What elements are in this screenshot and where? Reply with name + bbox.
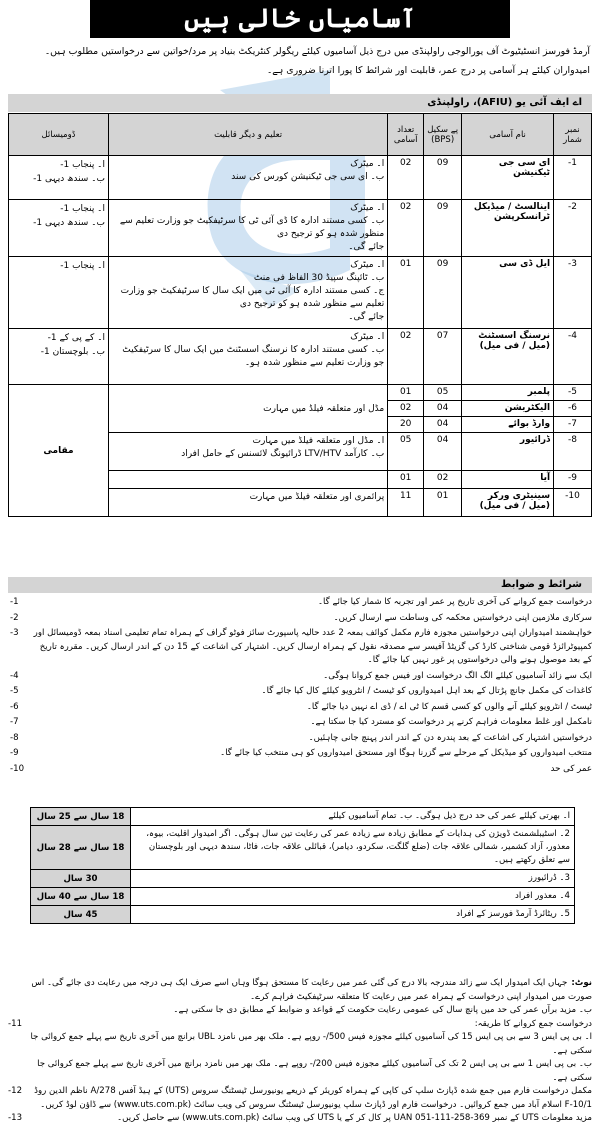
cell-serial: 3-: [554, 257, 592, 329]
cell-serial: 6-: [554, 401, 592, 417]
cell-bps: 04: [424, 417, 462, 433]
note-item: [8, 1112, 592, 1126]
header-serial: نمبر شمار: [554, 114, 592, 156]
term-text: سرکاری ملازمین اپنی درخواستیں محکمہ کی وساطت سے ارسال کریں۔: [333, 612, 592, 623]
age-limit-value: 18 سال سے 28 سال: [31, 826, 131, 870]
note-body: ب۔ بی پی ایس 1 سے بی پی ایس 2 تک کی آسامیوں کیلئے مجوزہ فیس 200/- روپے ہے۔ ملک بھر میں نامزد برانچ میں آخری تاریخ سے پہلے جمع کروائی جا سکتی ہے۔: [37, 1059, 592, 1083]
cell-count: 01: [388, 471, 424, 489]
note-number: [8, 1058, 30, 1085]
cell-post: پلمبر: [462, 385, 554, 401]
qualification-line: ب۔ ٹائپنگ سپیڈ 30 الفاظ فی منٹ: [253, 273, 385, 283]
qualification-line: پرائمری اور متعلقہ فیلڈ میں مہارت: [249, 492, 385, 502]
cell-post: آیا: [462, 471, 554, 489]
note-body: ا۔ بی پی ایس 3 سے بی پی ایس 15 کی آسامیوں کیلئے مجوزہ فیس 500/- روپے ہے۔ ملک بھر میں نامزد UBL برانچ میں آخری تاریخ سے پہلے جمع کروائی جا سکتی ہے۔: [30, 1032, 592, 1056]
notes-list: [8, 977, 592, 1126]
domicile-line: ب۔ بلوچستان 1-: [40, 347, 105, 357]
term-item: [8, 685, 592, 699]
cell-serial: 10-: [554, 489, 592, 517]
term-text: درخواست جمع کروانے کی آخری تاریخ پر عمر اور تجربہ کا شمار کیا جائے گا۔: [318, 597, 592, 607]
note-text: [30, 1018, 592, 1032]
term-number: -4: [10, 670, 19, 681]
header-count: تعداد آسامی: [388, 114, 424, 156]
cell-bps: 09: [424, 257, 462, 329]
cell-count: 11: [388, 489, 424, 517]
qualification-line: ا۔ میٹرک: [350, 159, 385, 169]
note-text: [30, 1085, 592, 1112]
cell-bps: 04: [424, 433, 462, 471]
note-item: [8, 977, 592, 1004]
note-text: [30, 1112, 592, 1126]
cell-serial: 1-: [554, 156, 592, 200]
term-text: نامکمل اور غلط معلومات فراہم کرنے پر درخواست کو مسترد کیا جا سکتا ہے۔: [310, 717, 592, 727]
cell-qualification: [108, 200, 387, 257]
note-number: -12: [8, 1086, 23, 1096]
term-item: [8, 716, 592, 730]
age-description: ا۔ بھرتی کیلئے عمر کی حد درج ذیل ہوگی۔ ب۔ تمام آسامیوں کیلئے: [131, 808, 575, 826]
note-text: [30, 1031, 592, 1058]
note-text: [30, 1004, 592, 1018]
note-body: مزید معلومات UTS کے نمبر UAN 051-111-258-369 پر کال کر کے یا UTS کی ویب سائٹ (www.uts.com.pk) سے حاصل کریں۔: [117, 1113, 592, 1123]
term-text: منتخب امیدواروں کو میڈیکل کے مرحلے سے گزرنا ہوگا اور مستحق امیدواروں کو ہی منتخب کیا جائے گا۔: [220, 748, 592, 758]
cell-bps: 09: [424, 156, 462, 200]
age-limit-value: 18 سال سے 25 سال: [31, 808, 131, 826]
table-header-row: [9, 114, 592, 156]
age-limit-value: 30 سال: [31, 870, 131, 888]
cell-bps: 05: [424, 385, 462, 401]
cell-post: سینیٹری ورکر (میل / فی میل): [462, 489, 554, 517]
note-item: [8, 1004, 592, 1018]
qualification-line: ب۔ کسی مستند ادارہ کا نرسنگ اسسٹنٹ میں ایک سال کا سرٹیفکیٹ جو وزارت تعلیم سے منظور شدہ ہو۔: [122, 345, 385, 368]
cell-serial: 4-: [554, 329, 592, 385]
header-qualification: تعلیم و دیگر قابلیت: [108, 114, 387, 156]
cell-serial: 8-: [554, 433, 592, 471]
note-item: [8, 1058, 592, 1085]
cell-domicile-merged: مقامی: [9, 385, 109, 517]
age-description: 5۔ ریٹائرڈ آرمڈ فورسز کے افراد: [131, 906, 575, 924]
note-text: [30, 977, 592, 1004]
term-text: ٹیسٹ / انٹرویو کیلئے آنے والوں کو کسی قسم کا ٹی اے / ڈی اے نہیں دیا جائے گا۔: [306, 701, 592, 712]
cell-count: 01: [388, 257, 424, 329]
header-post: نام آسامی: [462, 114, 554, 156]
term-text: خواہشمند امیدواران اپنی درخواستیں مجوزہ فارم مکمل کوائف بمعہ 2 عدد حالیہ پاسپورٹ سائز فوٹو گراف کے ہمراہ تمام تعلیمی اسناد بمعہ ڈومیسائل اور کمپیوٹرائزڈ قومی شناختی کارڈ کی گزیٹڈ آفیسر سے مصدقہ نقول کے ہمراہ ارسال کریں۔ اشتہار کی اشاعت کے 15 دن کے اندر ارسال کریں۔ مقررہ تاریخ کے بعد موصول ہونے والی درخواستوں پر غور نہیں کیا جائے گا۔: [33, 628, 592, 665]
age-description: 2۔ اسٹیبلشمنٹ ڈویژن کی ہدایات کے مطابق زیادہ سے زیادہ عمر کی رعایت تین سال ہوگی۔ اگر امیدوار اقلیت، بیوہ، معذور، آزاد کشمیر، شمالی علاقہ جات (ضلع گلگت، سکردو، دیامر)، قبائلی علاقہ جات، فاٹا، سندھ دیہی اور بلوچستان سے تعلق رکھتے ہیں۔: [131, 826, 575, 870]
age-row: [31, 808, 575, 826]
term-number: -2: [10, 612, 19, 623]
age-limit-value: 18 سال سے 40 سال: [31, 888, 131, 906]
cell-count: 20: [388, 417, 424, 433]
cell-bps: 07: [424, 329, 462, 385]
age-row: [31, 906, 575, 924]
term-number: -9: [10, 748, 19, 758]
terms-list: [8, 596, 592, 778]
cell-serial: 2-: [554, 200, 592, 257]
table-row: [9, 200, 592, 257]
posts-table: [8, 113, 592, 517]
cell-post: ایل ڈی سی: [462, 257, 554, 329]
term-text: کاغذات کی مکمل جانچ پڑتال کے بعد اہل امیدواروں کو ٹیسٹ / انٹرویو کیلئے کال کیا جائے گا۔: [261, 686, 592, 696]
qualification-line: جائے گی۔: [348, 312, 385, 322]
cell-qualification: [108, 257, 387, 329]
cell-post: ڈرائیور: [462, 433, 554, 471]
domicile-line: ا۔ پنجاب 1-: [60, 160, 105, 170]
department-heading: اے ایف آئی یو (AFIU)، راولپنڈی: [8, 94, 592, 112]
cell-count: 02: [388, 329, 424, 385]
term-number: -10: [10, 763, 25, 774]
cell-post: ای سی جی ٹیکنیشن: [462, 156, 554, 200]
table-row: [9, 385, 592, 401]
note-body: درخواست جمع کروانے کا طریقہ:: [474, 1018, 592, 1029]
term-item: [8, 627, 592, 668]
domicile-line: ا۔ کے پی کے 1-: [47, 333, 105, 343]
age-row: [31, 870, 575, 888]
qualification-line: ا۔ میٹرک: [350, 203, 385, 213]
cell-qualification: [108, 471, 387, 489]
qualification-line: جائے گی۔: [348, 242, 385, 252]
cell-post: وارڈ بوائے: [462, 417, 554, 433]
note-label: نوٹ:: [571, 978, 592, 988]
age-row: [31, 888, 575, 906]
note-number: [8, 1004, 30, 1018]
term-item: [8, 596, 592, 610]
header-bps: پے سکیل (BPS): [424, 114, 462, 156]
cell-bps: 04: [424, 401, 462, 417]
note-body: جہاں ایک امیدوار ایک سے زائد مندرجہ بالا درج کی گئی عمر میں رعایت کا مستحق ہوگا وہاں اسے صرف ایک ہی درجہ میں رعایت دی جائے گی۔ اس صورت میں امیدوار اپنی درخواست کے ہمراہ عمر میں رعایت کا متعلقہ سرٹیفکیٹ فراہم کرے۔: [31, 978, 592, 1002]
cell-post: نرسنگ اسسٹنٹ (میل / فی میل): [462, 329, 554, 385]
cell-qualification: [108, 489, 387, 517]
age-description: 3۔ ڈرائیورز: [131, 870, 575, 888]
note-number: -11: [8, 1018, 23, 1029]
note-item: [8, 1085, 592, 1112]
cell-domicile: [9, 329, 109, 385]
table-row: [9, 257, 592, 329]
cell-qualification: [108, 156, 387, 200]
cell-count: 01: [388, 385, 424, 401]
age-limit-value: 45 سال: [31, 906, 131, 924]
term-number: -6: [10, 701, 19, 712]
term-text: درخواستیں اشتہار کی اشاعت کے بعد پندرہ دن کے اندر اندر پہنچ جانی چاہئیں۔: [308, 732, 592, 743]
cell-count: 05: [388, 433, 424, 471]
cell-count: 02: [388, 200, 424, 257]
table-row: [9, 156, 592, 200]
qualification-line: ب۔ کارآمد LTV/HTV ڈرائیونگ لائسنس کے حامل افراد: [181, 449, 385, 459]
page-banner: آسامیاں خالی ہیں: [90, 0, 510, 38]
cell-domicile: [9, 156, 109, 200]
cell-serial: 7-: [554, 417, 592, 433]
term-text: عمر کی حد: [550, 763, 592, 774]
cell-domicile: [9, 200, 109, 257]
term-number: -1: [10, 597, 19, 607]
qualification-line: ا۔ میٹرک: [350, 332, 385, 342]
cell-count: 02: [388, 401, 424, 417]
age-description: 4۔ معذور افراد: [131, 888, 575, 906]
term-item: [8, 670, 592, 684]
domicile-line: ب۔ سندھ دیہی 1-: [33, 174, 105, 184]
cell-qualification: [108, 433, 387, 471]
age-row: [31, 826, 575, 870]
cell-domicile: [9, 257, 109, 329]
term-text: ایک سے زائد آسامیوں کیلئے الگ الگ درخواست اور فیس جمع کروانا ہوگی۔: [323, 670, 592, 681]
age-limit-table: [30, 807, 575, 924]
term-number: -8: [10, 732, 19, 743]
header-domicile: ڈومیسائل: [9, 114, 109, 156]
note-body: مکمل درخواست فارم میں جمع شدہ ڈپازٹ سلپ کی کاپی کے ہمراہ کوریئر کے ذریعے یونیورسل ٹیسٹنگ سروس (UTS) کے ہیڈ آفس 278/A ناظم الدین روڈ F-10/1 اسلام آباد میں جمع کروائیں۔ درخواست فارم اور ڈپازٹ سلپ یونیورسل ٹیسٹنگ سروس کی ویب سائٹ (www.uts.com.pk) سے ڈاؤن لوڈ کریں۔: [34, 1086, 592, 1110]
note-number: [8, 977, 30, 1004]
cell-serial: 9-: [554, 471, 592, 489]
term-item: [8, 701, 592, 715]
term-item: [8, 763, 592, 777]
note-number: -13: [8, 1113, 23, 1123]
term-item: [8, 732, 592, 746]
domicile-line: ا۔ پنجاب 1-: [60, 204, 105, 214]
note-item: [8, 1031, 592, 1058]
qualification-line: ب۔ کسی مستند ادارہ کا ڈی آئی ٹی کا سرٹیفکیٹ جو وزارت تعلیم سے منظور شدہ ہو کو ترجیح دی: [119, 216, 385, 239]
cell-bps: 01: [424, 489, 462, 517]
note-body: ب۔ مزید برآں عمر کی حد میں پانچ سال کی عمومی رعایت حکومت کے قواعد و ضوابط کے مطابق دی جا سکتی ہے۔: [173, 1005, 592, 1015]
term-item: [8, 612, 592, 626]
qualification-line: ج۔ کسی مستند ادارہ کا آئی ٹی میں ایک سال کا سرٹیفکیٹ جو وزارت تعلیم سے منظور شدہ ہو کو ترجیح دی: [120, 286, 385, 309]
cell-serial: 5-: [554, 385, 592, 401]
qualification-line: ب۔ ای سی جی ٹیکنیشن کورس کی سند: [231, 172, 385, 182]
table-row: [9, 329, 592, 385]
term-number: -5: [10, 686, 19, 696]
qualification-line: ا۔ میٹرک: [350, 260, 385, 270]
cell-bps: 09: [424, 200, 462, 257]
terms-heading: شرائط و ضوابط: [8, 577, 592, 593]
qualification-line: ا۔ مڈل اور متعلقہ فیلڈ میں مہارت: [252, 436, 385, 446]
cell-post: اینالسٹ / میڈیکل ٹرانسکرپشن: [462, 200, 554, 257]
term-number: -3: [10, 628, 19, 638]
note-number: [8, 1031, 30, 1058]
domicile-line: ا۔ پنجاب 1-: [60, 261, 105, 271]
domicile-line: ب۔ سندھ دیہی 1-: [33, 218, 105, 228]
cell-post: الیکٹریشن: [462, 401, 554, 417]
term-item: [8, 747, 592, 761]
term-number: -7: [10, 717, 19, 727]
cell-bps: 02: [424, 471, 462, 489]
cell-count: 02: [388, 156, 424, 200]
cell-qualification-merged: مڈل اور متعلقہ فیلڈ میں مہارت: [108, 385, 387, 433]
intro-paragraph: آرمڈ فورسز انسٹیٹیوٹ آف یورالوجی راولپنڈی میں درج ذیل آسامیوں کیلئے ریگولر کنٹریکٹ بنیاد پر مرد/خواتین سے درخواستیں مطلوب ہیں۔ امیدواران کیلئے ہر آسامی پر درج عمر، قابلیت اور شرائط کا پورا اترنا ضروری ہے۔: [44, 46, 590, 76]
note-text: [30, 1058, 592, 1085]
note-item: [8, 1018, 592, 1032]
cell-qualification: [108, 329, 387, 385]
